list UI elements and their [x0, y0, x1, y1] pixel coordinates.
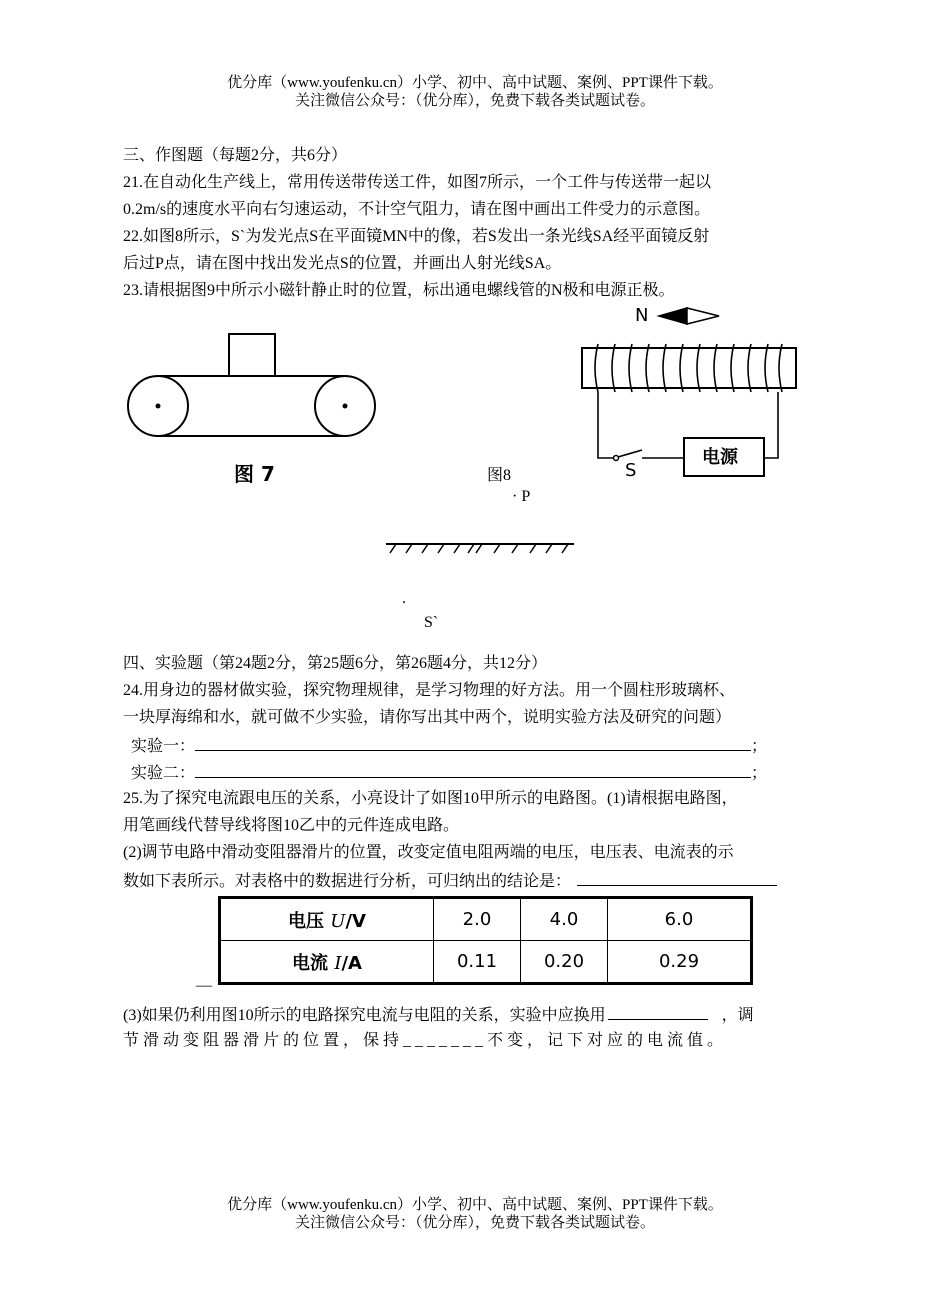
q25-3-line-1: (3)如果仍利用图10所示的电路探究电流与电阻的关系，实验中应换用 ，调: [123, 1003, 833, 1027]
experiment-1: [123, 734, 833, 758]
voltage-value-2: 4.0: [521, 898, 608, 941]
workpiece-block: [229, 334, 275, 376]
switch-terminal: [614, 456, 619, 461]
q25-line-1: 25.为了探究电流跟电压的关系，小亮设计了如图10甲所示的电路图。(1)请根据电路图，: [123, 790, 738, 807]
replace-component-blank[interactable]: [608, 1003, 708, 1020]
experiment-2: [123, 761, 833, 785]
voltage-value-1: 2.0: [434, 898, 521, 941]
magnetic-needle: [655, 306, 723, 326]
wire-right: [764, 392, 778, 458]
q25-2-line-2: [123, 869, 833, 893]
solenoid-core: [582, 348, 796, 388]
table-row-voltage: [220, 898, 752, 941]
q23-line-1: 23.请根据图9中所示小磁针静止时的位置，标出通电螺线管的N极和电源正极。: [123, 282, 675, 299]
footer-line-1: 优分库（www.youfenku.cn）小学、初中、高中试题、案例、PPT课件下载。: [227, 1197, 723, 1213]
header-line-1: 优分库（www.youfenku.cn）小学、初中、高中试题、案例、PPT课件下载。: [227, 75, 723, 91]
figure-8-label: 图8: [487, 467, 512, 484]
power-supply-label: 电源: [702, 447, 738, 468]
right-axle: [343, 404, 348, 409]
switch-label: S: [625, 460, 637, 481]
plane-mirror: [382, 538, 578, 558]
experiment-2-blank[interactable]: [195, 761, 751, 778]
experiment-2-label: 实验二：: [131, 765, 196, 782]
current-value-1: 0.11: [434, 941, 521, 984]
keep-constant-blank[interactable]: _ _ _ _ _ _ _: [403, 1032, 484, 1049]
q22-line-2: 后过P点，请在图中找出发光点S的位置，并画出人射光线SA。: [123, 255, 562, 272]
image-point-dot: .: [402, 590, 406, 607]
experiment-1-label: 实验一：: [131, 738, 196, 755]
voltage-current-table: [218, 896, 753, 985]
q21-line-1: 21.在自动化生产线上，常用传送带传送工件，如图7所示，一个工件与传送带一起以: [123, 174, 712, 191]
q24-line-1: 24.用身边的器材做实验，探究物理规律，是学习物理的好方法。用一个圆柱形玻璃杯、: [123, 682, 736, 699]
footer-line-2: 关注微信公众号：（优分库），免费下载各类试题试卷。: [294, 1215, 655, 1231]
table-dash: —: [196, 977, 212, 994]
wire-left: [598, 392, 614, 458]
current-header: 电流 I/A: [220, 941, 434, 984]
image-point-label: S`: [424, 614, 439, 631]
section4-title: 四、实验题（第24题2分，第25题6分，第26题4分，共12分）: [123, 655, 548, 672]
section3-title: 三、作图题（每题2分，共6分）: [123, 147, 348, 164]
needle-n-label: N: [635, 305, 649, 326]
q22-line-1: 22.如图8所示，S`为发光点S在平面镜MN中的像，若S发出一条光线SA经平面镜反射: [123, 228, 710, 245]
q25-2-line-1: (2)调节电路中滑动变阻器滑片的位置，改变定值电阻两端的电压，电压表、电流表的示: [123, 844, 734, 861]
figure-7-conveyor: [125, 330, 385, 445]
switch-blade: [618, 450, 642, 457]
experiment-1-end: ；: [751, 738, 768, 755]
current-value-2: 0.20: [521, 941, 608, 984]
conclusion-blank[interactable]: [577, 869, 777, 886]
voltage-value-3: 6.0: [608, 898, 752, 941]
figure-9-circuit: [578, 342, 804, 482]
point-p: · P: [512, 488, 531, 505]
figure-7-label: 图 7: [234, 462, 275, 486]
voltage-header: 电压 U/V: [220, 898, 434, 941]
header-line-2: 关注微信公众号：（优分库），免费下载各类试题试卷。: [294, 93, 655, 109]
q25-3-line-2: 节 滑 动 变 阻 器 滑 片 的 位 置 ， 保 持 _ _ _ _ _ _ _ 不 变 ， 记 下 对 应 的 电 流 值 。: [123, 1032, 724, 1049]
q21-line-2: 0.2m/s的速度水平向右匀速运动，不计空气阻力，请在图中画出工件受力的示意图。: [123, 201, 711, 218]
experiment-1-blank[interactable]: [195, 734, 751, 751]
table-row-current: [220, 941, 752, 984]
q25-2-line-2-text: 数如下表所示。对表格中的数据进行分析，可归纳出的结论是：: [123, 873, 572, 890]
q25-line-2: 用笔画线代替导线将图10乙中的元件连成电路。: [123, 817, 460, 834]
q24-line-2: 一块厚海绵和水，就可做不少实验，请你写出其中两个，说明实验方法及研究的问题）: [123, 709, 732, 726]
experiment-2-end: ；: [751, 765, 768, 782]
left-axle: [156, 404, 161, 409]
current-value-3: 0.29: [608, 941, 752, 984]
